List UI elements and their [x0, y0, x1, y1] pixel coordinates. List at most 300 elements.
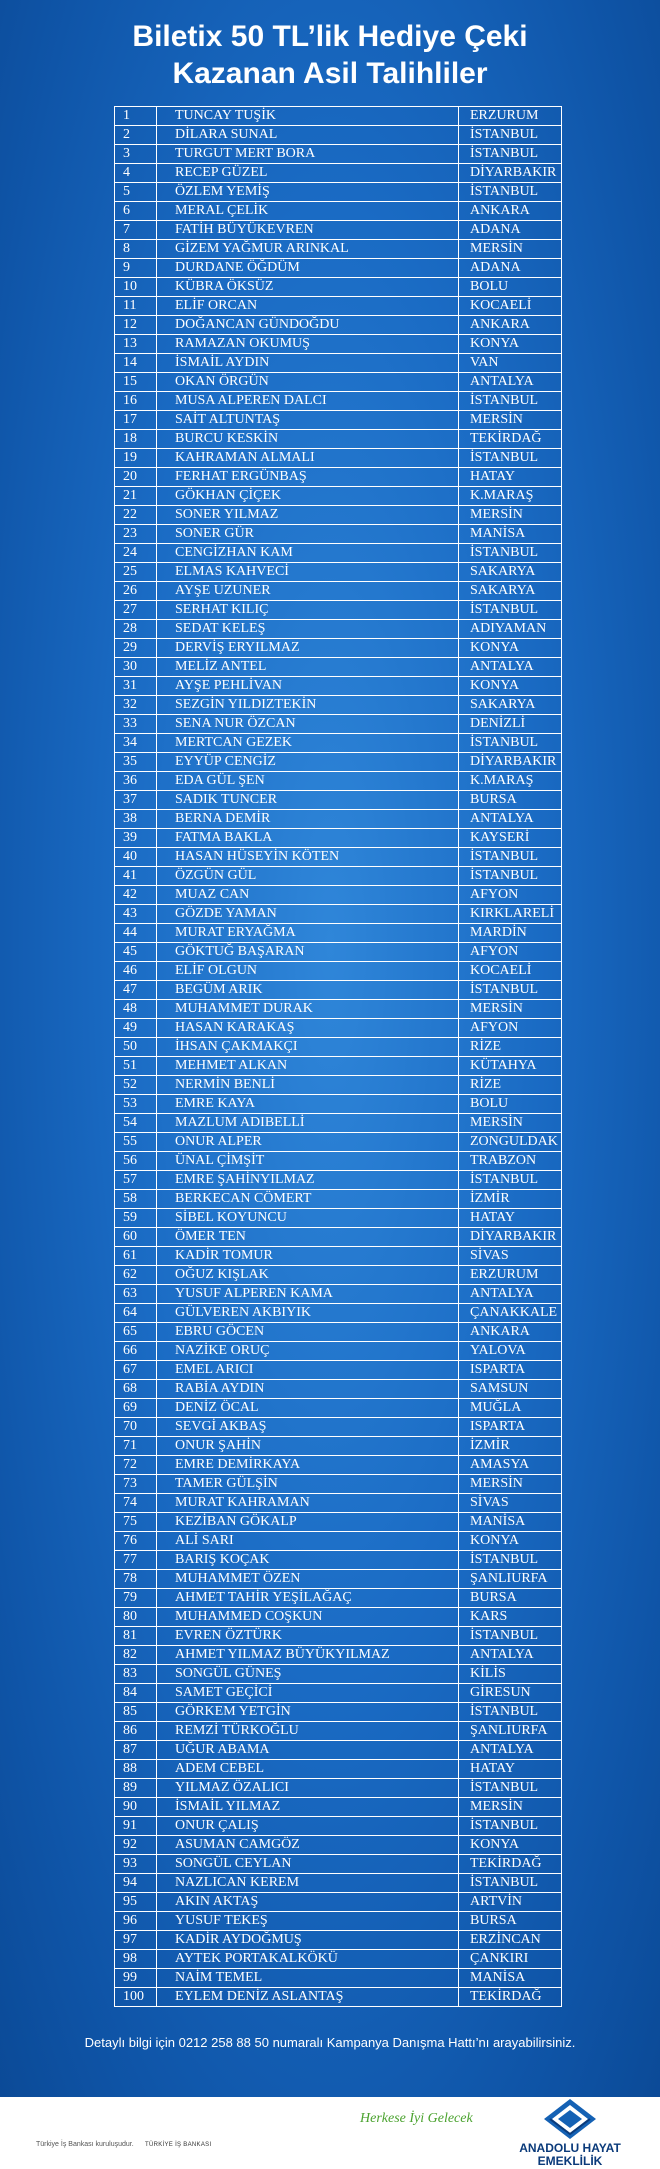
winner-city: YALOVA [459, 1342, 562, 1361]
table-row [115, 1874, 562, 1893]
table-row [115, 297, 562, 316]
winner-name: HASAN KARAKAŞ [157, 1019, 459, 1038]
row-number: 89 [115, 1779, 157, 1798]
winner-city: ANTALYA [459, 658, 562, 677]
winner-city: DİYARBAKIR [459, 1228, 562, 1247]
row-number: 2 [115, 126, 157, 145]
winner-city: HATAY [459, 468, 562, 487]
winner-city: TRABZON [459, 1152, 562, 1171]
row-number: 77 [115, 1551, 157, 1570]
winner-city: MUĞLA [459, 1399, 562, 1418]
title-line-1: Biletix 50 TL’lik Hediye Çeki [132, 20, 528, 53]
winner-city: KONYA [459, 677, 562, 696]
table-row [115, 981, 562, 1000]
winner-city: ANTALYA [459, 1646, 562, 1665]
row-number: 17 [115, 411, 157, 430]
winner-name: BERKECAN CÖMERT [157, 1190, 459, 1209]
winner-city: İZMİR [459, 1437, 562, 1456]
winner-city: ÇANKIRI [459, 1950, 562, 1969]
title-line-2: Kazanan Asil Talihliler [172, 57, 488, 90]
row-number: 78 [115, 1570, 157, 1589]
winner-name: MERTCAN GEZEK [157, 734, 459, 753]
winner-city: DENİZLİ [459, 715, 562, 734]
table-row [115, 1817, 562, 1836]
winner-city: MANİSA [459, 525, 562, 544]
winner-name: TURGUT MERT BORA [157, 145, 459, 164]
winner-city: KONYA [459, 335, 562, 354]
winner-city: ŞANLIURFA [459, 1570, 562, 1589]
table-row [115, 658, 562, 677]
row-number: 90 [115, 1798, 157, 1817]
winner-city: HATAY [459, 1209, 562, 1228]
winner-city: SAKARYA [459, 582, 562, 601]
table-row [115, 1380, 562, 1399]
row-number: 11 [115, 297, 157, 316]
slogan: Herkese İyi Gelecek [360, 2111, 473, 2126]
winner-name: MAZLUM ADIBELLİ [157, 1114, 459, 1133]
winner-name: EMRE ŞAHİNYILMAZ [157, 1171, 459, 1190]
row-number: 26 [115, 582, 157, 601]
winner-city: BOLU [459, 1095, 562, 1114]
row-number: 33 [115, 715, 157, 734]
table-row [115, 487, 562, 506]
row-number: 65 [115, 1323, 157, 1342]
row-number: 95 [115, 1893, 157, 1912]
row-number: 43 [115, 905, 157, 924]
winner-city: HATAY [459, 1760, 562, 1779]
winner-city: KONYA [459, 1532, 562, 1551]
table-row [115, 1190, 562, 1209]
table-row [115, 601, 562, 620]
winner-name: EYLEM DENİZ ASLANTAŞ [157, 1988, 459, 2007]
table-row [115, 1760, 562, 1779]
winner-name: ÖZLEM YEMİŞ [157, 183, 459, 202]
winner-name: ÖMER TEN [157, 1228, 459, 1247]
winner-city: MERSİN [459, 1475, 562, 1494]
row-number: 88 [115, 1760, 157, 1779]
isbank-logo [142, 2133, 212, 2157]
winner-city: RİZE [459, 1038, 562, 1057]
winner-city: KÜTAHYA [459, 1057, 562, 1076]
table-row [115, 734, 562, 753]
winner-name: SEZGİN YILDIZTEKİN [157, 696, 459, 715]
row-number: 45 [115, 943, 157, 962]
winner-name: TUNCAY TUŞİK [157, 107, 459, 126]
winner-city: ANKARA [459, 1323, 562, 1342]
winner-city: ANKARA [459, 316, 562, 335]
row-number: 13 [115, 335, 157, 354]
winner-name: MUHAMMED COŞKUN [157, 1608, 459, 1627]
winner-name: ONUR ŞAHİN [157, 1437, 459, 1456]
winner-name: DİLARA SUNAL [157, 126, 459, 145]
table-row [115, 1494, 562, 1513]
winner-name: FATMA BAKLA [157, 829, 459, 848]
winner-name: ELİF ORCAN [157, 297, 459, 316]
winner-name: BURCU KESKİN [157, 430, 459, 449]
row-number: 83 [115, 1665, 157, 1684]
row-number: 39 [115, 829, 157, 848]
winner-city: İSTANBUL [459, 126, 562, 145]
winner-city: İSTANBUL [459, 392, 562, 411]
winner-name: AHMET YILMAZ BÜYÜKYILMAZ [157, 1646, 459, 1665]
table-row [115, 316, 562, 335]
winner-name: SADIK TUNCER [157, 791, 459, 810]
table-row [115, 411, 562, 430]
winner-city: ARTVİN [459, 1893, 562, 1912]
winner-name: EMRE DEMİRKAYA [157, 1456, 459, 1475]
row-number: 9 [115, 259, 157, 278]
table-row [115, 525, 562, 544]
winner-name: YUSUF TEKEŞ [157, 1912, 459, 1931]
row-number: 74 [115, 1494, 157, 1513]
winner-name: SİBEL KOYUNCU [157, 1209, 459, 1228]
winner-city: SİVAS [459, 1494, 562, 1513]
row-number: 70 [115, 1418, 157, 1437]
row-number: 69 [115, 1399, 157, 1418]
info-text: Detaylı bilgi için 0212 258 88 50 numaralı Kampanya Danışma Hattı’nı arayabilirsiniz. [84, 2035, 576, 2050]
winner-city: KİLİS [459, 1665, 562, 1684]
winner-name: İSMAİL AYDIN [157, 354, 459, 373]
row-number: 99 [115, 1969, 157, 1988]
winner-name: SONER YILMAZ [157, 506, 459, 525]
winner-name: KADİR AYDOĞMUŞ [157, 1931, 459, 1950]
brand-line-1: ANADOLU HAYAT [519, 2141, 621, 2155]
winner-name: ONUR ALPER [157, 1133, 459, 1152]
table-row [115, 1513, 562, 1532]
winner-city: MERSİN [459, 1114, 562, 1133]
winner-city: KOCAELİ [459, 962, 562, 981]
table-row [115, 677, 562, 696]
row-number: 82 [115, 1646, 157, 1665]
table-row [115, 1152, 562, 1171]
winner-name: KEZİBAN GÖKALP [157, 1513, 459, 1532]
row-number: 49 [115, 1019, 157, 1038]
winner-name: ÖZGÜN GÜL [157, 867, 459, 886]
winner-name: AHMET TAHİR YEŞİLAĞAÇ [157, 1589, 459, 1608]
table-row [115, 620, 562, 639]
winner-name: EDA GÜL ŞEN [157, 772, 459, 791]
table-row [115, 1247, 562, 1266]
bank-name: TÜRKİYE İŞ BANKASI [145, 2142, 212, 2148]
row-number: 46 [115, 962, 157, 981]
anadolu-hayat-logo-icon [540, 2097, 600, 2141]
row-number: 50 [115, 1038, 157, 1057]
winner-name: OĞUZ KIŞLAK [157, 1266, 459, 1285]
table-row [115, 1228, 562, 1247]
winner-name: TAMER GÜLŞİN [157, 1475, 459, 1494]
winner-name: İHSAN ÇAKMAKÇI [157, 1038, 459, 1057]
winner-name: NAZİKE ORUÇ [157, 1342, 459, 1361]
table-row [115, 1038, 562, 1057]
table-row [115, 1722, 562, 1741]
table-row [115, 905, 562, 924]
winner-name: DURDANE ÖĞDÜM [157, 259, 459, 278]
table-row [115, 639, 562, 658]
table-row [115, 582, 562, 601]
table-row [115, 221, 562, 240]
table-row [115, 259, 562, 278]
winner-city: BURSA [459, 1589, 562, 1608]
table-row [115, 107, 562, 126]
table-row [115, 1646, 562, 1665]
winner-city: ADANA [459, 221, 562, 240]
table-row [115, 829, 562, 848]
winner-city: RİZE [459, 1076, 562, 1095]
winner-city: MANİSA [459, 1513, 562, 1532]
row-number: 38 [115, 810, 157, 829]
winner-name: SERHAT KILIÇ [157, 601, 459, 620]
table-row [115, 1627, 562, 1646]
winner-name: EMEL ARICI [157, 1361, 459, 1380]
winner-city: İSTANBUL [459, 734, 562, 753]
table-row [115, 1836, 562, 1855]
winner-name: EMRE KAYA [157, 1095, 459, 1114]
row-number: 100 [115, 1988, 157, 2007]
winner-city: GİRESUN [459, 1684, 562, 1703]
winner-city: BOLU [459, 278, 562, 297]
table-row [115, 1000, 562, 1019]
winner-name: HASAN HÜSEYİN KÖTEN [157, 848, 459, 867]
row-number: 61 [115, 1247, 157, 1266]
row-number: 15 [115, 373, 157, 392]
winner-name: REMZİ TÜRKOĞLU [157, 1722, 459, 1741]
winner-city: KAYSERİ [459, 829, 562, 848]
row-number: 57 [115, 1171, 157, 1190]
winner-city: ZONGULDAK [459, 1133, 562, 1152]
row-number: 20 [115, 468, 157, 487]
winner-city: ERZİNCAN [459, 1931, 562, 1950]
table-row [115, 1285, 562, 1304]
row-number: 41 [115, 867, 157, 886]
table-row [115, 1361, 562, 1380]
table-row [115, 1855, 562, 1874]
row-number: 54 [115, 1114, 157, 1133]
table-row [115, 1266, 562, 1285]
table-row [115, 1342, 562, 1361]
table-row [115, 164, 562, 183]
winner-name: MUSA ALPEREN DALCI [157, 392, 459, 411]
row-number: 22 [115, 506, 157, 525]
winner-city: SİVAS [459, 1247, 562, 1266]
table-row [115, 1171, 562, 1190]
winner-city: AFYON [459, 886, 562, 905]
row-number: 34 [115, 734, 157, 753]
winner-city: MANİSA [459, 1969, 562, 1988]
table-row [115, 354, 562, 373]
winner-name: MUAZ CAN [157, 886, 459, 905]
winner-city: İSTANBUL [459, 848, 562, 867]
table-row [115, 1684, 562, 1703]
row-number: 62 [115, 1266, 157, 1285]
table-row [115, 1798, 562, 1817]
row-number: 24 [115, 544, 157, 563]
table-row [115, 126, 562, 145]
winner-city: İSTANBUL [459, 867, 562, 886]
table-row [115, 1076, 562, 1095]
table-row [115, 1304, 562, 1323]
table-row [115, 544, 562, 563]
table-row [115, 1399, 562, 1418]
row-number: 40 [115, 848, 157, 867]
table-row [115, 449, 562, 468]
winner-name: EVREN ÖZTÜRK [157, 1627, 459, 1646]
row-number: 63 [115, 1285, 157, 1304]
winner-city: İSTANBUL [459, 1703, 562, 1722]
row-number: 79 [115, 1589, 157, 1608]
table-row [115, 1551, 562, 1570]
winner-city: ISPARTA [459, 1418, 562, 1437]
winner-name: EYYÜP CENGİZ [157, 753, 459, 772]
winner-name: UĞUR ABAMA [157, 1741, 459, 1760]
row-number: 28 [115, 620, 157, 639]
row-number: 86 [115, 1722, 157, 1741]
table-row [115, 848, 562, 867]
footer [0, 2097, 660, 2169]
winner-name: GÖRKEM YETGİN [157, 1703, 459, 1722]
winner-name: ADEM CEBEL [157, 1760, 459, 1779]
row-number: 47 [115, 981, 157, 1000]
table-row [115, 1532, 562, 1551]
winner-city: İZMİR [459, 1190, 562, 1209]
winner-name: GÖKHAN ÇİÇEK [157, 487, 459, 506]
winner-name: MELİZ ANTEL [157, 658, 459, 677]
row-number: 25 [115, 563, 157, 582]
row-number: 36 [115, 772, 157, 791]
table-row [115, 240, 562, 259]
row-number: 44 [115, 924, 157, 943]
winner-city: ANTALYA [459, 810, 562, 829]
winner-name: KÜBRA ÖKSÜZ [157, 278, 459, 297]
winner-name: SEDAT KELEŞ [157, 620, 459, 639]
row-number: 8 [115, 240, 157, 259]
winner-name: NERMİN BENLİ [157, 1076, 459, 1095]
row-number: 75 [115, 1513, 157, 1532]
table-row [115, 1570, 562, 1589]
table-row [115, 1133, 562, 1152]
row-number: 64 [115, 1304, 157, 1323]
page-title [0, 18, 660, 92]
table-row [115, 468, 562, 487]
table-row [115, 1665, 562, 1684]
row-number: 14 [115, 354, 157, 373]
winner-city: İSTANBUL [459, 1551, 562, 1570]
row-number: 6 [115, 202, 157, 221]
row-number: 98 [115, 1950, 157, 1969]
winner-name: NAZLICAN KEREM [157, 1874, 459, 1893]
winner-name: CENGİZHAN KAM [157, 544, 459, 563]
winner-name: FATİH BÜYÜKEVREN [157, 221, 459, 240]
winner-name: BEGÜM ARIK [157, 981, 459, 1000]
winner-name: ASUMAN CAMGÖZ [157, 1836, 459, 1855]
winner-name: EBRU GÖCEN [157, 1323, 459, 1342]
table-row [115, 886, 562, 905]
winner-name: AYŞE UZUNER [157, 582, 459, 601]
winners-table-body [115, 107, 562, 2007]
winner-city: ŞANLIURFA [459, 1722, 562, 1741]
winner-name: AYTEK PORTAKALKÖKÜ [157, 1950, 459, 1969]
winner-name: MERAL ÇELİK [157, 202, 459, 221]
winner-name: KAHRAMAN ALMALI [157, 449, 459, 468]
winner-city: ERZURUM [459, 1266, 562, 1285]
winner-city: VAN [459, 354, 562, 373]
row-number: 97 [115, 1931, 157, 1950]
winner-city: TEKİRDAĞ [459, 1988, 562, 2007]
winner-city: İSTANBUL [459, 1874, 562, 1893]
table-row [115, 1741, 562, 1760]
winner-city: MERSİN [459, 1798, 562, 1817]
row-number: 58 [115, 1190, 157, 1209]
table-row [115, 1779, 562, 1798]
table-row [115, 506, 562, 525]
row-number: 81 [115, 1627, 157, 1646]
winner-name: ELİF OLGUN [157, 962, 459, 981]
winner-city: İSTANBUL [459, 544, 562, 563]
row-number: 52 [115, 1076, 157, 1095]
row-number: 94 [115, 1874, 157, 1893]
row-number: 48 [115, 1000, 157, 1019]
table-row [115, 1114, 562, 1133]
winner-city: ISPARTA [459, 1361, 562, 1380]
row-number: 56 [115, 1152, 157, 1171]
table-row [115, 715, 562, 734]
row-number: 92 [115, 1836, 157, 1855]
table-row [115, 202, 562, 221]
table-row [115, 772, 562, 791]
winner-city: BURSA [459, 791, 562, 810]
table-row [115, 1475, 562, 1494]
winner-city: İSTANBUL [459, 145, 562, 164]
winner-city: TEKİRDAĞ [459, 430, 562, 449]
winner-city: ÇANAKKALE [459, 1304, 562, 1323]
table-row [115, 1912, 562, 1931]
brand-name [505, 2142, 635, 2168]
bank-note: Türkiye İş Bankası kuruluşudur. [36, 2141, 134, 2148]
table-row [115, 1893, 562, 1912]
table-row [115, 1988, 562, 2007]
winner-city: SAKARYA [459, 696, 562, 715]
row-number: 7 [115, 221, 157, 240]
table-row [115, 430, 562, 449]
brand-line-2: EMEKLİLİK [537, 2154, 603, 2168]
row-number: 53 [115, 1095, 157, 1114]
table-row [115, 1950, 562, 1969]
winner-name: BARIŞ KOÇAK [157, 1551, 459, 1570]
row-number: 73 [115, 1475, 157, 1494]
winner-city: İSTANBUL [459, 1627, 562, 1646]
winner-name: MURAT ERYAĞMA [157, 924, 459, 943]
winner-city: ADANA [459, 259, 562, 278]
winner-name: MURAT KAHRAMAN [157, 1494, 459, 1513]
row-number: 12 [115, 316, 157, 335]
winner-city: ANTALYA [459, 1741, 562, 1760]
winner-city: SAKARYA [459, 563, 562, 582]
winner-name: RABİA AYDIN [157, 1380, 459, 1399]
winner-name: SENA NUR ÖZCAN [157, 715, 459, 734]
table-row [115, 183, 562, 202]
winner-city: DİYARBAKIR [459, 753, 562, 772]
row-number: 66 [115, 1342, 157, 1361]
table-row [115, 1931, 562, 1950]
row-number: 96 [115, 1912, 157, 1931]
row-number: 87 [115, 1741, 157, 1760]
row-number: 68 [115, 1380, 157, 1399]
row-number: 60 [115, 1228, 157, 1247]
winner-name: ELMAS KAHVECİ [157, 563, 459, 582]
table-row [115, 373, 562, 392]
row-number: 51 [115, 1057, 157, 1076]
winner-name: DENİZ ÖCAL [157, 1399, 459, 1418]
winner-name: SAMET GEÇİCİ [157, 1684, 459, 1703]
